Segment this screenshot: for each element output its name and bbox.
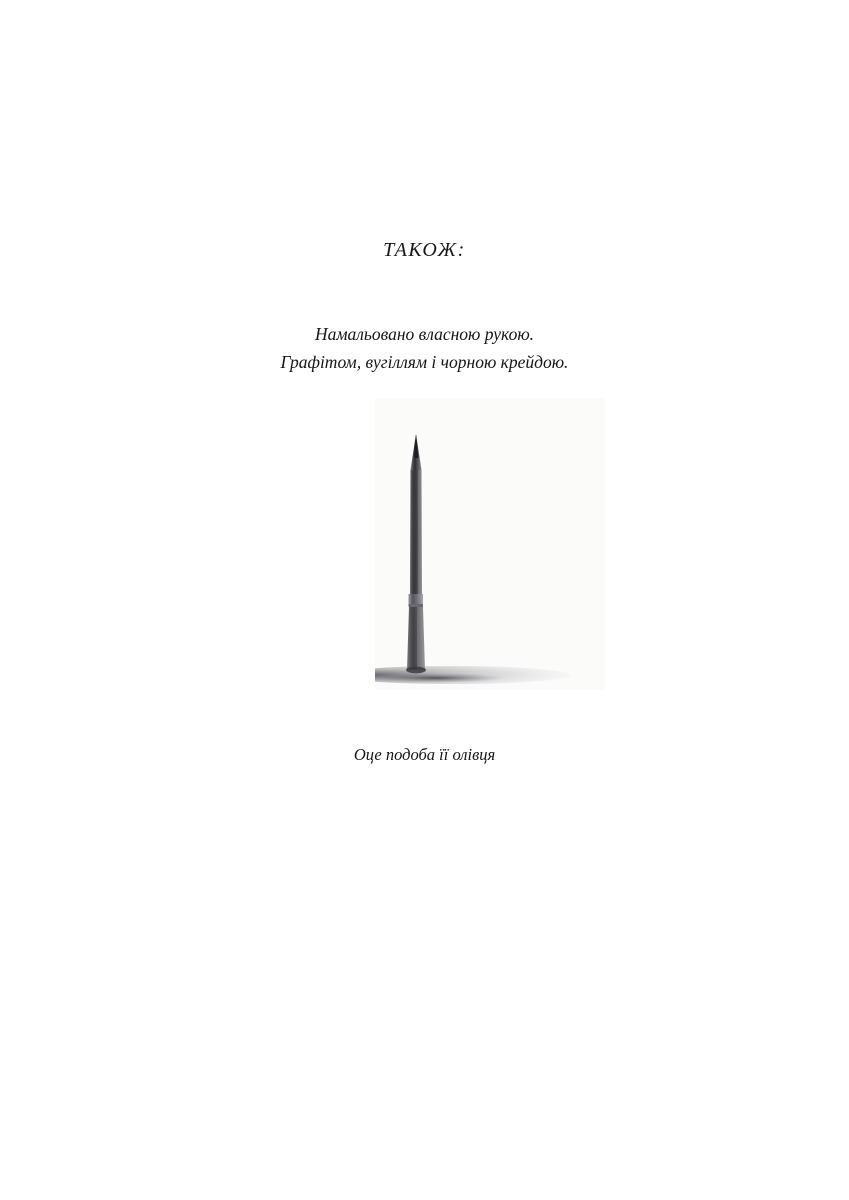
subtitle-block	[0, 320, 849, 377]
subtitle-line-2: Графітом, вугіллям і чорною крейдою.	[280, 352, 569, 373]
page-title: ТАКОЖ:	[383, 239, 466, 261]
figure-caption: Оце подоба її олівця	[353, 745, 496, 764]
pencil-drawing-figure	[375, 398, 605, 690]
subtitle-line-1: Намальовано власною рукою.	[314, 324, 535, 344]
pencil-illustration-svg	[375, 398, 605, 690]
